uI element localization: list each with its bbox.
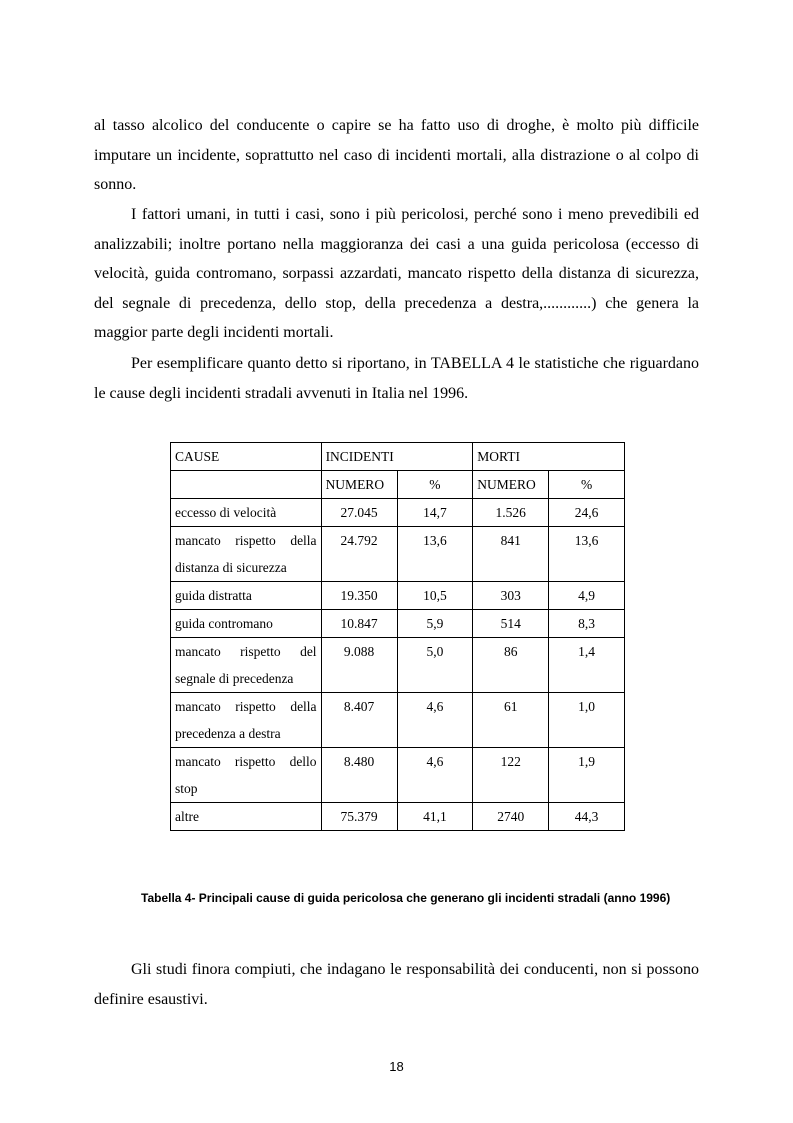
cell-incidenti-numero: 19.350 bbox=[321, 582, 397, 610]
header-incidenti: INCIDENTI bbox=[321, 443, 473, 471]
cell-cause: mancato rispetto dello stop bbox=[171, 748, 322, 803]
causes-table bbox=[170, 442, 625, 831]
cell-morti-percent: 44,3 bbox=[549, 803, 625, 831]
cell-incidenti-percent: 41,1 bbox=[397, 803, 473, 831]
table-header-row bbox=[171, 443, 625, 471]
table-row bbox=[171, 638, 625, 693]
subheader-empty bbox=[171, 471, 322, 499]
cell-incidenti-percent: 13,6 bbox=[397, 527, 473, 582]
table-row bbox=[171, 693, 625, 748]
table-row bbox=[171, 610, 625, 638]
subheader-incidenti-numero: NUMERO bbox=[321, 471, 397, 499]
table-row bbox=[171, 748, 625, 803]
subheader-incidenti-percent: % bbox=[397, 471, 473, 499]
subheader-morti-percent: % bbox=[549, 471, 625, 499]
page-number: 18 bbox=[389, 1059, 404, 1074]
cell-cause: mancato rispetto della precedenza a destra bbox=[171, 693, 322, 748]
cell-incidenti-percent: 14,7 bbox=[397, 499, 473, 527]
paragraph-4: Gli studi finora compiuti, che indagano le responsabilità dei conducenti, non si possono definire esaustivi. bbox=[94, 961, 699, 1008]
cell-cause: guida distratta bbox=[171, 582, 322, 610]
table-row bbox=[171, 803, 625, 831]
cell-morti-numero: 86 bbox=[473, 638, 549, 693]
cell-incidenti-percent: 4,6 bbox=[397, 693, 473, 748]
cell-morti-percent: 1,0 bbox=[549, 693, 625, 748]
cell-morti-percent: 1,4 bbox=[549, 638, 625, 693]
cell-cause: guida contromano bbox=[171, 610, 322, 638]
cell-incidenti-numero: 75.379 bbox=[321, 803, 397, 831]
paragraph-3: Per esemplificare quanto detto si riportano, in TABELLA 4 le statistiche che riguardano le cause degli incidenti stradali avvenuti in Italia nel 1996. bbox=[94, 355, 699, 402]
cell-morti-numero: 303 bbox=[473, 582, 549, 610]
paragraph-2: I fattori umani, in tutti i casi, sono i più pericolosi, perché sono i meno prevedibili ed analizzabili; inoltre portano nella maggioranza dei casi a una guida pericolosa (eccesso di velocità, guida contromano, sorpassi azzardati, mancato rispetto della distanza di sicurezza, del segnale di precedenza, dello stop, della precedenza a destra,............) che genera la maggior parte degli incidenti mortali. bbox=[94, 206, 699, 341]
header-morti: MORTI bbox=[473, 443, 625, 471]
table-row bbox=[171, 582, 625, 610]
cell-incidenti-percent: 5,0 bbox=[397, 638, 473, 693]
cell-morti-numero: 1.526 bbox=[473, 499, 549, 527]
cell-cause: eccesso di velocità bbox=[171, 499, 322, 527]
cell-morti-percent: 8,3 bbox=[549, 610, 625, 638]
cell-incidenti-numero: 24.792 bbox=[321, 527, 397, 582]
table-caption: Tabella 4- Principali cause di guida pericolosa che generano gli incidenti stradali (anno 1996) bbox=[141, 891, 671, 905]
cell-incidenti-percent: 4,6 bbox=[397, 748, 473, 803]
cell-morti-percent: 13,6 bbox=[549, 527, 625, 582]
paragraph-1: al tasso alcolico del conducente o capire se ha fatto uso di droghe, è molto più difficile imputare un incidente, soprattutto nel caso di incidenti mortali, alla distrazione o al colpo di sonno. bbox=[94, 117, 699, 193]
cell-cause: mancato rispetto della distanza di sicurezza bbox=[171, 527, 322, 582]
cell-incidenti-percent: 10,5 bbox=[397, 582, 473, 610]
cell-incidenti-numero: 8.407 bbox=[321, 693, 397, 748]
cell-morti-numero: 122 bbox=[473, 748, 549, 803]
cell-cause: mancato rispetto del segnale di precedenza bbox=[171, 638, 322, 693]
cell-incidenti-percent: 5,9 bbox=[397, 610, 473, 638]
cell-morti-numero: 514 bbox=[473, 610, 549, 638]
cell-cause: altre bbox=[171, 803, 322, 831]
header-cause: CAUSE bbox=[171, 443, 322, 471]
cell-morti-numero: 61 bbox=[473, 693, 549, 748]
table-subheader-row bbox=[171, 471, 625, 499]
cell-morti-percent: 4,9 bbox=[549, 582, 625, 610]
cell-morti-numero: 2740 bbox=[473, 803, 549, 831]
cell-incidenti-numero: 10.847 bbox=[321, 610, 397, 638]
cell-incidenti-numero: 8.480 bbox=[321, 748, 397, 803]
table-row bbox=[171, 527, 625, 582]
cell-incidenti-numero: 9.088 bbox=[321, 638, 397, 693]
cell-morti-numero: 841 bbox=[473, 527, 549, 582]
cell-morti-percent: 1,9 bbox=[549, 748, 625, 803]
cell-incidenti-numero: 27.045 bbox=[321, 499, 397, 527]
subheader-morti-numero: NUMERO bbox=[473, 471, 549, 499]
table-row bbox=[171, 499, 625, 527]
cell-morti-percent: 24,6 bbox=[549, 499, 625, 527]
